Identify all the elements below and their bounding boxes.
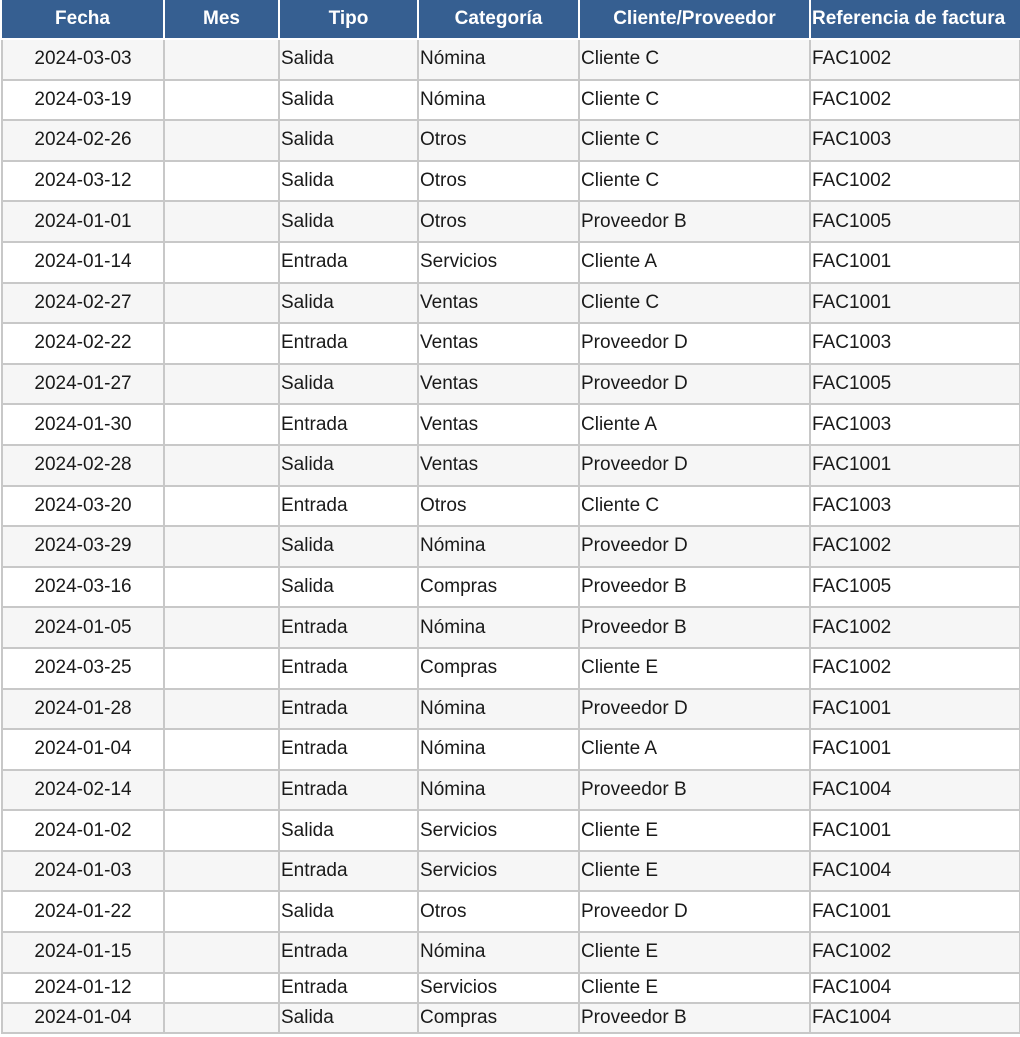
cell-referencia-factura[interactable]: FAC1003	[810, 323, 1020, 364]
cell-tipo[interactable]: Salida	[279, 891, 418, 932]
cell-fecha[interactable]: 2024-03-16	[2, 567, 164, 608]
cell-mes[interactable]	[164, 729, 279, 770]
cell-referencia-factura[interactable]: FAC1001	[810, 283, 1020, 324]
cell-fecha[interactable]: 2024-02-28	[2, 445, 164, 486]
cell-referencia-factura[interactable]: FAC1002	[810, 607, 1020, 648]
cell-categoria[interactable]: Compras	[418, 567, 579, 608]
cell-referencia-factura[interactable]: FAC1002	[810, 932, 1020, 973]
cell-categoria[interactable]: Otros	[418, 891, 579, 932]
cell-fecha[interactable]: 2024-01-05	[2, 607, 164, 648]
cell-cliente-proveedor[interactable]: Proveedor D	[579, 364, 810, 405]
cell-cliente-proveedor[interactable]: Cliente E	[579, 973, 810, 1003]
cell-mes[interactable]	[164, 932, 279, 973]
cell-categoria[interactable]: Servicios	[418, 810, 579, 851]
cell-referencia-factura[interactable]: FAC1005	[810, 201, 1020, 242]
cell-fecha[interactable]: 2024-02-14	[2, 770, 164, 811]
cell-fecha[interactable]: 2024-01-22	[2, 891, 164, 932]
cell-fecha[interactable]: 2024-01-14	[2, 242, 164, 283]
cell-mes[interactable]	[164, 404, 279, 445]
cell-cliente-proveedor[interactable]: Cliente C	[579, 283, 810, 324]
cell-categoria[interactable]: Nómina	[418, 729, 579, 770]
table-row	[2, 404, 1020, 445]
cell-categoria[interactable]: Nómina	[418, 932, 579, 973]
cell-categoria[interactable]: Ventas	[418, 364, 579, 405]
cell-tipo[interactable]: Salida	[279, 526, 418, 567]
cell-fecha[interactable]: 2024-01-27	[2, 364, 164, 405]
cell-cliente-proveedor[interactable]: Proveedor B	[579, 567, 810, 608]
cell-cliente-proveedor[interactable]: Proveedor D	[579, 445, 810, 486]
cell-tipo[interactable]: Entrada	[279, 242, 418, 283]
cell-tipo[interactable]: Salida	[279, 364, 418, 405]
cell-mes[interactable]	[164, 161, 279, 202]
cell-fecha[interactable]: 2024-01-01	[2, 201, 164, 242]
cell-fecha[interactable]: 2024-01-04	[2, 729, 164, 770]
cell-referencia-factura[interactable]: FAC1003	[810, 486, 1020, 527]
table-row	[2, 80, 1020, 121]
cell-mes[interactable]	[164, 283, 279, 324]
cell-referencia-factura[interactable]: FAC1001	[810, 891, 1020, 932]
cell-tipo[interactable]: Entrada	[279, 689, 418, 730]
cell-cliente-proveedor[interactable]: Cliente C	[579, 161, 810, 202]
cell-cliente-proveedor[interactable]: Proveedor B	[579, 607, 810, 648]
cell-cliente-proveedor[interactable]: Proveedor D	[579, 323, 810, 364]
cell-fecha[interactable]: 2024-03-25	[2, 648, 164, 689]
cell-mes[interactable]	[164, 689, 279, 730]
cell-tipo[interactable]: Salida	[279, 161, 418, 202]
cell-categoria[interactable]: Otros	[418, 120, 579, 161]
cell-referencia-factura[interactable]: FAC1001	[810, 445, 1020, 486]
cell-tipo[interactable]: Salida	[279, 1003, 418, 1033]
cell-tipo[interactable]: Entrada	[279, 851, 418, 892]
cell-fecha[interactable]: 2024-03-29	[2, 526, 164, 567]
cell-mes[interactable]	[164, 607, 279, 648]
table-row	[2, 729, 1020, 770]
cell-categoria[interactable]: Compras	[418, 1003, 579, 1033]
cell-tipo[interactable]: Salida	[279, 445, 418, 486]
cell-fecha[interactable]: 2024-01-30	[2, 404, 164, 445]
cell-categoria[interactable]: Servicios	[418, 973, 579, 1003]
cell-categoria[interactable]: Nómina	[418, 526, 579, 567]
cell-mes[interactable]	[164, 567, 279, 608]
cell-tipo[interactable]: Salida	[279, 80, 418, 121]
cell-cliente-proveedor[interactable]: Cliente C	[579, 39, 810, 80]
cell-tipo[interactable]: Entrada	[279, 770, 418, 811]
cell-categoria[interactable]: Otros	[418, 486, 579, 527]
cell-referencia-factura[interactable]: FAC1004	[810, 1003, 1020, 1033]
table-row	[2, 486, 1020, 527]
cell-tipo[interactable]: Salida	[279, 283, 418, 324]
cell-mes[interactable]	[164, 80, 279, 121]
cell-fecha[interactable]: 2024-03-19	[2, 80, 164, 121]
cell-categoria[interactable]: Servicios	[418, 851, 579, 892]
cell-mes[interactable]	[164, 526, 279, 567]
table-row	[2, 242, 1020, 283]
cell-tipo[interactable]: Entrada	[279, 973, 418, 1003]
cell-fecha[interactable]: 2024-01-04	[2, 1003, 164, 1033]
table-row	[2, 526, 1020, 567]
cell-categoria[interactable]: Ventas	[418, 283, 579, 324]
table-row	[2, 201, 1020, 242]
cell-referencia-factura[interactable]: FAC1002	[810, 39, 1020, 80]
cell-fecha[interactable]: 2024-01-15	[2, 932, 164, 973]
cell-mes[interactable]	[164, 486, 279, 527]
column-header-tipo[interactable]: Tipo	[279, 0, 418, 39]
cell-cliente-proveedor[interactable]: Cliente A	[579, 404, 810, 445]
table-row	[2, 689, 1020, 730]
cell-cliente-proveedor[interactable]: Proveedor D	[579, 689, 810, 730]
cell-referencia-factura[interactable]: FAC1004	[810, 851, 1020, 892]
cell-cliente-proveedor[interactable]: Cliente E	[579, 932, 810, 973]
cell-mes[interactable]	[164, 891, 279, 932]
column-header-categoria[interactable]: Categoría	[418, 0, 579, 39]
cell-tipo[interactable]: Salida	[279, 201, 418, 242]
cell-tipo[interactable]: Entrada	[279, 607, 418, 648]
cell-categoria[interactable]: Nómina	[418, 770, 579, 811]
cell-cliente-proveedor[interactable]: Cliente C	[579, 486, 810, 527]
cell-referencia-factura[interactable]: FAC1005	[810, 364, 1020, 405]
cell-mes[interactable]	[164, 851, 279, 892]
cell-fecha[interactable]: 2024-03-03	[2, 39, 164, 80]
cell-tipo[interactable]: Entrada	[279, 648, 418, 689]
cell-fecha[interactable]: 2024-01-12	[2, 973, 164, 1003]
cell-cliente-proveedor[interactable]: Cliente A	[579, 242, 810, 283]
transactions-table	[1, 0, 1020, 1034]
cell-categoria[interactable]: Nómina	[418, 39, 579, 80]
cell-fecha[interactable]: 2024-01-03	[2, 851, 164, 892]
cell-mes[interactable]	[164, 445, 279, 486]
table-row	[2, 932, 1020, 973]
cell-categoria[interactable]: Ventas	[418, 404, 579, 445]
cell-referencia-factura[interactable]: FAC1003	[810, 404, 1020, 445]
cell-fecha[interactable]: 2024-01-02	[2, 810, 164, 851]
cell-mes[interactable]	[164, 39, 279, 80]
cell-fecha[interactable]: 2024-02-27	[2, 283, 164, 324]
table-row	[2, 39, 1020, 80]
table-row	[2, 161, 1020, 202]
cell-categoria[interactable]: Ventas	[418, 323, 579, 364]
cell-tipo[interactable]: Entrada	[279, 486, 418, 527]
table-body	[2, 39, 1020, 1033]
cell-cliente-proveedor[interactable]: Cliente E	[579, 851, 810, 892]
cell-tipo[interactable]: Salida	[279, 567, 418, 608]
cell-categoria[interactable]: Servicios	[418, 242, 579, 283]
cell-cliente-proveedor[interactable]: Cliente C	[579, 80, 810, 121]
cell-cliente-proveedor[interactable]: Cliente E	[579, 648, 810, 689]
cell-referencia-factura[interactable]: FAC1001	[810, 242, 1020, 283]
cell-categoria[interactable]: Nómina	[418, 689, 579, 730]
table-row	[2, 283, 1020, 324]
cell-referencia-factura[interactable]: FAC1002	[810, 526, 1020, 567]
table-row	[2, 810, 1020, 851]
cell-mes[interactable]	[164, 770, 279, 811]
table-row	[2, 607, 1020, 648]
cell-cliente-proveedor[interactable]: Proveedor D	[579, 891, 810, 932]
cell-mes[interactable]	[164, 242, 279, 283]
cell-fecha[interactable]: 2024-03-12	[2, 161, 164, 202]
table-row	[2, 1003, 1020, 1033]
cell-mes[interactable]	[164, 973, 279, 1003]
cell-fecha[interactable]: 2024-01-28	[2, 689, 164, 730]
cell-referencia-factura[interactable]: FAC1003	[810, 120, 1020, 161]
cell-cliente-proveedor[interactable]: Proveedor B	[579, 1003, 810, 1033]
table-row	[2, 120, 1020, 161]
cell-referencia-factura[interactable]: FAC1004	[810, 973, 1020, 1003]
column-header-mes[interactable]: Mes	[164, 0, 279, 39]
cell-tipo[interactable]: Salida	[279, 810, 418, 851]
cell-tipo[interactable]: Entrada	[279, 729, 418, 770]
cell-fecha[interactable]: 2024-02-26	[2, 120, 164, 161]
cell-mes[interactable]	[164, 323, 279, 364]
cell-cliente-proveedor[interactable]: Proveedor B	[579, 770, 810, 811]
cell-cliente-proveedor[interactable]: Cliente A	[579, 729, 810, 770]
cell-referencia-factura[interactable]: FAC1002	[810, 648, 1020, 689]
table-row	[2, 323, 1020, 364]
column-header-fecha[interactable]: Fecha	[2, 0, 164, 39]
cell-tipo[interactable]: Entrada	[279, 932, 418, 973]
cell-categoria[interactable]: Nómina	[418, 80, 579, 121]
cell-cliente-proveedor[interactable]: Cliente C	[579, 120, 810, 161]
cell-cliente-proveedor[interactable]: Proveedor B	[579, 201, 810, 242]
table-row	[2, 445, 1020, 486]
column-header-referencia-factura[interactable]: Referencia de factura	[810, 0, 1020, 39]
table-row	[2, 567, 1020, 608]
cell-referencia-factura[interactable]: FAC1002	[810, 80, 1020, 121]
table-row	[2, 648, 1020, 689]
column-header-cliente-proveedor[interactable]: Cliente/Proveedor	[579, 0, 810, 39]
cell-categoria[interactable]: Otros	[418, 201, 579, 242]
table-row	[2, 770, 1020, 811]
table-row	[2, 364, 1020, 405]
cell-referencia-factura[interactable]: FAC1001	[810, 810, 1020, 851]
cell-referencia-factura[interactable]: FAC1001	[810, 689, 1020, 730]
table-row	[2, 973, 1020, 1003]
cell-cliente-proveedor[interactable]: Cliente E	[579, 810, 810, 851]
cell-categoria[interactable]: Otros	[418, 161, 579, 202]
table-header	[2, 0, 1020, 39]
cell-categoria[interactable]: Compras	[418, 648, 579, 689]
cell-tipo[interactable]: Salida	[279, 120, 418, 161]
cell-categoria[interactable]: Ventas	[418, 445, 579, 486]
cell-categoria[interactable]: Nómina	[418, 607, 579, 648]
cell-referencia-factura[interactable]: FAC1001	[810, 729, 1020, 770]
table-row	[2, 851, 1020, 892]
cell-mes[interactable]	[164, 648, 279, 689]
cell-tipo[interactable]: Salida	[279, 39, 418, 80]
cell-referencia-factura[interactable]: FAC1002	[810, 161, 1020, 202]
cell-mes[interactable]	[164, 810, 279, 851]
cell-fecha[interactable]: 2024-02-22	[2, 323, 164, 364]
cell-tipo[interactable]: Entrada	[279, 404, 418, 445]
cell-mes[interactable]	[164, 201, 279, 242]
cell-mes[interactable]	[164, 120, 279, 161]
cell-tipo[interactable]: Entrada	[279, 323, 418, 364]
cell-cliente-proveedor[interactable]: Proveedor D	[579, 526, 810, 567]
cell-fecha[interactable]: 2024-03-20	[2, 486, 164, 527]
table-row	[2, 891, 1020, 932]
cell-referencia-factura[interactable]: FAC1004	[810, 770, 1020, 811]
header-row	[2, 0, 1020, 39]
cell-mes[interactable]	[164, 364, 279, 405]
cell-mes[interactable]	[164, 1003, 279, 1033]
cell-referencia-factura[interactable]: FAC1005	[810, 567, 1020, 608]
